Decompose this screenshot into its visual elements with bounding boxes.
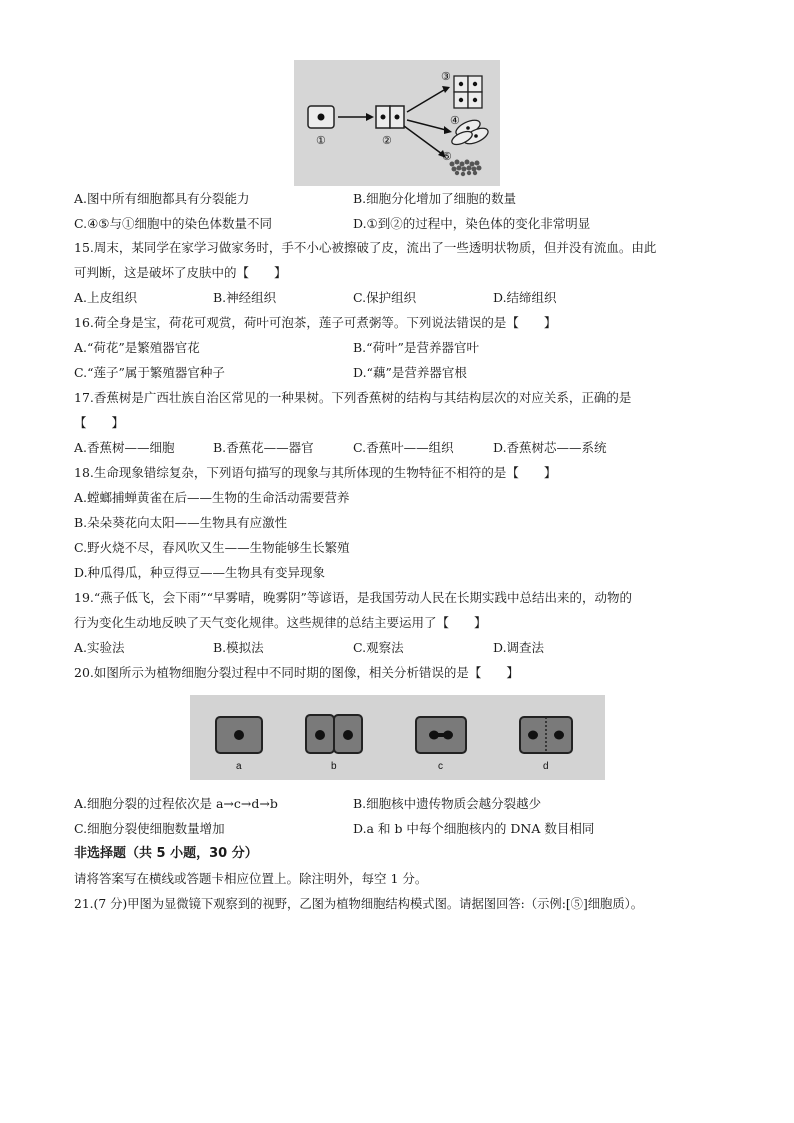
- label-4: ④: [450, 115, 460, 127]
- cell-differentiation-figure: [294, 60, 500, 186]
- q20-option-c: C.细胞分裂使细胞数量增加: [74, 821, 225, 836]
- q14-option-b: B.细胞分化增加了细胞的数量: [353, 191, 517, 206]
- label-2: ②: [382, 135, 392, 147]
- q16-stem: 16.荷全身是宝，荷花可观赏，荷叶可泡茶，莲子可煮粥等。下列说法错误的是【 】: [74, 315, 557, 330]
- q16-option-a: A.“荷花”是繁殖器官花: [74, 340, 200, 355]
- q19-stem-line2: 行为变化生动地反映了天气变化规律。这些规律的总结主要运用了【 】: [74, 615, 487, 630]
- cell-1-nucleus: [318, 114, 325, 121]
- cell-division-figure: [190, 695, 605, 780]
- q16-option-b: B.“荷叶”是营养器官叶: [353, 340, 479, 355]
- q20-stem: 20.如图所示为植物细胞分裂过程中不同时期的图像，相关分析错误的是【 】: [74, 665, 519, 680]
- q14-option-a: A.图中所有细胞都具有分裂能力: [74, 191, 250, 206]
- q15-stem-line2: 可判断，这是破坏了皮肤中的【 】: [74, 265, 287, 280]
- q18-option-b: B.朵朵葵花向太阳——生物具有应激性: [74, 515, 288, 530]
- q16-option-d: D.“藕”是营养器官根: [353, 365, 467, 380]
- q17-option-a: A.香蕉树——细胞: [74, 440, 175, 455]
- q20-option-b: B.细胞核中遗传物质会越分裂越少: [353, 796, 542, 811]
- q18-stem: 18.生命现象错综复杂，下列语句描写的现象与其所体现的生物特征不相符的是【 】: [74, 465, 557, 480]
- cell-differentiation-diagram: [294, 60, 500, 186]
- cell-stage-a: [216, 717, 262, 753]
- q18-option-d: D.种瓜得瓜，种豆得豆——生物具有变异现象: [74, 565, 326, 580]
- q19-stem-line1: 19.“燕子低飞，会下雨”“早雾晴，晚雾阴”等谚语，是我国劳动人民在长期实践中总结出来的，动物的: [74, 590, 632, 605]
- section-title: 非选择题（共 5 小题，30 分）: [74, 846, 258, 861]
- q17-stem-line2: 【 】: [74, 415, 125, 430]
- section-note: 请将答案写在横线或答题卡相应位置上。除注明外，每空 1 分。: [74, 871, 428, 886]
- q15-option-a: A.上皮组织: [74, 290, 138, 305]
- q15-option-c: C.保护组织: [353, 290, 417, 305]
- q15-stem-line1: 15.周末，某同学在家学习做家务时，手不小心被擦破了皮，流出了一些透明状物质，但并没有流血。由此: [74, 240, 657, 255]
- label-c: c: [438, 761, 443, 772]
- q21-stem: 21.(7 分)甲图为显微镜下观察到的视野，乙图为植物细胞结构模式图。请据图回答:（示例:[⑤]细胞质）。: [74, 897, 644, 911]
- label-1: ①: [316, 135, 326, 147]
- cell-division-diagram: [190, 695, 605, 780]
- label-3: ③: [441, 71, 451, 83]
- q17-option-c: C.香蕉叶——组织: [353, 440, 454, 455]
- cell-stage-b: [306, 715, 362, 753]
- q20-option-d: D.a 和 b 中每个细胞核内的 DNA 数目相同: [353, 821, 595, 836]
- label-5: ⑤: [442, 151, 452, 163]
- cell-group-3: [454, 76, 482, 108]
- label-b: b: [331, 761, 337, 772]
- q19-option-c: C.观察法: [353, 640, 404, 655]
- q18-option-a: A.螳螂捕蝉黄雀在后——生物的生命活动需要营养: [74, 490, 350, 505]
- q20-option-a: A.细胞分裂的过程依次是 a→c→d→b: [74, 796, 278, 811]
- q14-option-c: C.④⑤与①细胞中的染色体数量不同: [74, 216, 273, 231]
- q19-option-a: A.实验法: [74, 640, 125, 655]
- q18-option-c: C.野火烧不尽，春风吹又生——生物能够生长繁殖: [74, 540, 350, 555]
- label-d: d: [543, 761, 549, 772]
- q19-option-d: D.调查法: [493, 640, 545, 655]
- q17-stem-line1: 17.香蕉树是广西壮族自治区常见的一种果树。下列香蕉树的结构与其结构层次的对应关系，正确的是: [74, 390, 632, 405]
- q19-option-b: B.模拟法: [213, 640, 264, 655]
- label-a: a: [236, 761, 242, 772]
- q14-option-d: D.①到②的过程中，染色体的变化非常明显: [353, 216, 591, 231]
- q16-option-c: C.“莲子”属于繁殖器官种子: [74, 365, 225, 380]
- q15-option-d: D.结缔组织: [493, 290, 557, 305]
- q17-option-b: B.香蕉花——器官: [213, 440, 314, 455]
- cell-stage-c: [416, 717, 466, 753]
- q17-option-d: D.香蕉树芯——系统: [493, 440, 607, 455]
- q15-option-b: B.神经组织: [213, 290, 277, 305]
- cell-stage-d: [520, 717, 572, 753]
